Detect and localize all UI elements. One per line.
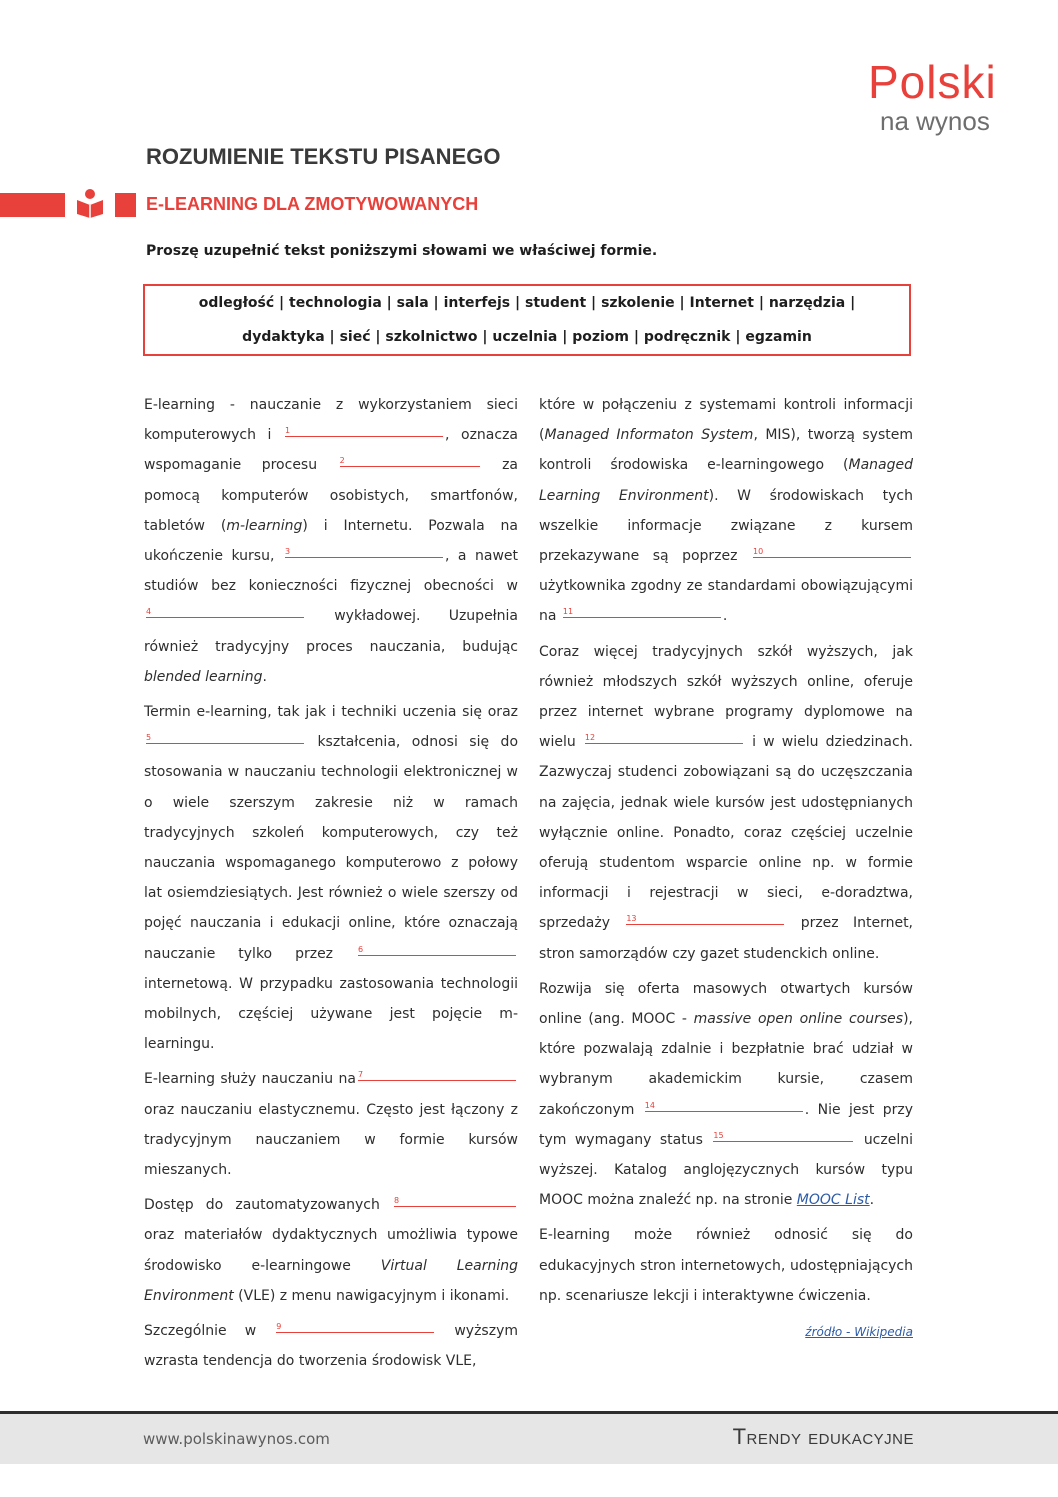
- text-span: Coraz więcej tradycyjnych szkół wyższych, jak również młodszych szkół wyższych online, oferuje przez internet wybrane programy dyplomowe na wielu: [539, 643, 913, 751]
- paragraph-5: [144, 1316, 518, 1376]
- text-span: przez Internet, stron samorządów czy gazet studenckich online.: [539, 915, 914, 962]
- gap-2[interactable]: [340, 450, 480, 467]
- text-span: (VLE) z menu nawigacyjnym i ikonami.: [238, 1287, 510, 1304]
- word-bank-item: uczelnia: [492, 329, 558, 345]
- paragraph-7: [539, 637, 913, 969]
- word-separator: |: [629, 329, 644, 345]
- text-span: , oznacza wspomaganie procesu: [144, 427, 518, 474]
- word-bank-item: podręcznik: [643, 329, 731, 345]
- text-span: które w połączeniu z systemami kontroli informacji (: [539, 397, 913, 444]
- text-span: i w wielu dziedzinach. Zazwyczaj studenci zobowiązani są do uczęszczania na zajęcia, jednak wiele kursów jest udostępnianych wyłącznie online. Ponadto, coraz częściej uczelnie oferują studentom wsparcie online np. w formie informacji i rejestracji w sieci, e-doradztwa, sprzedaży: [539, 734, 914, 932]
- text-italic: massive open online courses: [693, 1011, 904, 1028]
- text-span: ) i Internetu. Pozwala na ukończenie kursu,: [144, 517, 518, 565]
- word-separator: |: [753, 295, 769, 311]
- gap-5[interactable]: [146, 727, 304, 744]
- word-bank-item: poziom: [572, 329, 629, 345]
- word-separator: |: [674, 295, 690, 311]
- word-separator: |: [324, 329, 340, 345]
- text-span: E-learning służy nauczaniu na: [144, 1071, 356, 1088]
- word-bank-item: technologia: [289, 295, 382, 311]
- gap-number: 10: [753, 547, 764, 557]
- text-span: użytkownika zgodny ze standardami obowiązującymi na: [539, 578, 913, 625]
- text-span: .: [869, 1192, 875, 1209]
- word-separator: |: [510, 295, 526, 311]
- source-link[interactable]: źródło - Wikipedia: [805, 1325, 913, 1340]
- instruction: Proszę uzupełnić tekst poniższymi słowami we właściwej formie.: [146, 243, 658, 259]
- gap-12[interactable]: [585, 727, 743, 744]
- word-separator: |: [370, 329, 386, 345]
- text-span: ). W środowiskach tych wszelkie informacje związane z kursem przekazywane są poprzez: [539, 487, 914, 565]
- text-span: Rozwija się oferta masowych otwartych kursów online (ang. MOOC -: [539, 980, 913, 1028]
- text-span: wyższym wzrasta tendencja do tworzenia środowisk VLE,: [144, 1323, 518, 1370]
- word-bank-item: szkolenie: [601, 295, 675, 311]
- word-bank-item: szkolnictwo: [385, 329, 478, 345]
- gap-number: 6: [358, 944, 364, 954]
- paragraph-2: [144, 697, 518, 1059]
- gap-13[interactable]: [626, 908, 784, 925]
- word-bank-item: odległość: [198, 295, 275, 311]
- logo-main: Polski: [868, 56, 997, 108]
- accent-square: [115, 193, 136, 217]
- paragraph-9: E-learning może również odnosić się do edukacyjnych stron internetowych, udostępniających np. scenariusze lekcji i interaktywne ćwiczenia.: [539, 1227, 913, 1304]
- text-span: , MIS), tworzą system kontroli środowiska e-learningowego (: [539, 427, 913, 474]
- logo-sub: na wynos: [880, 106, 990, 136]
- text-span: oraz nauczaniu elastycznemu. Często jest łączony z tradycyjnym nauczaniem w formie kursów mieszanych.: [144, 1101, 518, 1179]
- source-line: [539, 1317, 913, 1347]
- word-bank-item: interfejs: [443, 295, 511, 311]
- gap-9[interactable]: [276, 1316, 434, 1333]
- text-italic: Managed Informaton System: [544, 427, 754, 444]
- gap-1[interactable]: [285, 420, 443, 437]
- text-span: , a nawet studiów bez konieczności fizycznej obecności w: [144, 548, 519, 595]
- section-title: ROZUMIENIE TEKSTU PISANEGO: [146, 144, 501, 169]
- word-separator: |: [274, 295, 290, 311]
- gap-11[interactable]: [563, 601, 721, 618]
- text-span: ), które pozwalają zdalnie i bezpłatnie brać udział w wybranym akademickim kursie, czasem zakończonym: [539, 1011, 913, 1118]
- gap-8[interactable]: [394, 1190, 516, 1207]
- gap-number: 13: [626, 914, 637, 924]
- word-separator: |: [557, 329, 573, 345]
- gap-number: 7: [358, 1070, 364, 1080]
- text-span: Dostęp do zautomatyzowanych: [144, 1197, 380, 1214]
- text-span: za pomocą komputerów osobistych, smartfonów, tabletów (: [144, 457, 519, 534]
- word-bank-item: sala: [396, 295, 429, 311]
- gap-7[interactable]: [358, 1064, 516, 1081]
- word-bank: [143, 284, 911, 356]
- mooc-list-link[interactable]: MOOC List: [796, 1192, 870, 1209]
- text-italic: m-learning: [226, 517, 303, 534]
- text-span: oraz materiałów dydaktycznych umożliwia typowe środowisko e-learningowe: [144, 1227, 518, 1274]
- word-separator: |: [381, 295, 397, 311]
- footer-brand: Trendy edukacyjne: [732, 1424, 914, 1449]
- gap-number: 2: [339, 456, 345, 466]
- text-span: kształcenia, odnosi się do stosowania w nauczaniu technologii elektronicznej w o wiele szerszym zakresie niż w ramach tradycyjnych szkoleń komputerowych, czy też nauczania wspomaganego komputerowo z połowy lat osiemdziesiątych. Jest również o wiele szerszy od pojęć nauczania i edukacji online, które oznaczają nauczanie tylko przez: [144, 734, 519, 962]
- text-span: .: [722, 608, 728, 625]
- word-separator: |: [477, 329, 493, 345]
- right-column: [539, 390, 913, 1347]
- text-span: Termin e-learning, tak jak i techniki uczenia się oraz: [144, 704, 518, 721]
- word-separator: |: [428, 295, 444, 311]
- word-bank-item: narzędzia: [768, 295, 846, 311]
- text-italic: Managed Learning Environment: [539, 457, 913, 504]
- paragraph-4: [144, 1190, 518, 1311]
- logo: [868, 58, 1008, 136]
- gap-number: 9: [276, 1322, 282, 1332]
- text-span: Szczególnie w: [144, 1323, 257, 1340]
- footer-url[interactable]: www.polskinawynos.com: [143, 1430, 330, 1448]
- word-bank-item: dydaktyka: [242, 329, 325, 345]
- word-bank-item: Internet: [689, 295, 754, 311]
- gap-4[interactable]: [146, 601, 304, 618]
- gap-number: 1: [285, 426, 291, 436]
- text-span: .: [262, 668, 267, 685]
- text-span: . Nie jest przy tym wymagany status: [539, 1101, 913, 1148]
- paragraph-3: [144, 1064, 518, 1185]
- text-span: uczelni wyższej. Katalog anglojęzycznych kursów typu MOOC można znaleźć np. na stronie: [539, 1131, 913, 1209]
- paragraph-6: [539, 390, 913, 632]
- section-subtitle: E-LEARNING DLA ZMOTYWOWANYCH: [146, 194, 479, 214]
- gap-number: 12: [584, 733, 596, 743]
- paragraph-8: [539, 974, 913, 1216]
- word-bank-item: sieć: [339, 329, 371, 345]
- word-separator: |: [730, 329, 746, 345]
- gap-number: 14: [644, 1100, 655, 1110]
- gap-10[interactable]: [753, 541, 911, 558]
- text-italic: Virtual Learning Environment: [144, 1257, 518, 1304]
- accent-bar: [0, 193, 65, 217]
- text-span: wykładowej. Uzupełnia również tradycyjny proces nauczania, budując: [144, 608, 519, 655]
- text-span: internetową. W przypadku zastosowania technologii mobilnych, częściej używane jest pojęcie m-learningu.: [144, 975, 518, 1053]
- left-column: [144, 390, 518, 1382]
- gap-number: 8: [394, 1196, 400, 1206]
- book-reader-icon: [75, 188, 105, 218]
- word-bank-item: student: [525, 295, 587, 311]
- gap-15[interactable]: [713, 1125, 853, 1142]
- word-separator: |: [845, 295, 856, 311]
- paragraph-1: [144, 390, 518, 692]
- text-italic: blended learning: [144, 668, 263, 685]
- word-separator: |: [586, 295, 602, 311]
- gap-number: 3: [284, 547, 291, 557]
- footer: [0, 1414, 1058, 1464]
- gap-number: 5: [146, 733, 152, 743]
- gap-14[interactable]: [645, 1095, 803, 1112]
- gap-number: 4: [146, 607, 152, 617]
- gap-number: 11: [562, 607, 574, 617]
- gap-6[interactable]: [358, 939, 516, 956]
- gap-number: 15: [713, 1130, 724, 1140]
- word-bank-item: egzamin: [745, 329, 812, 345]
- text-span: E-learning - nauczanie z wykorzystaniem sieci komputerowych i: [144, 397, 518, 444]
- gap-3[interactable]: [285, 541, 443, 558]
